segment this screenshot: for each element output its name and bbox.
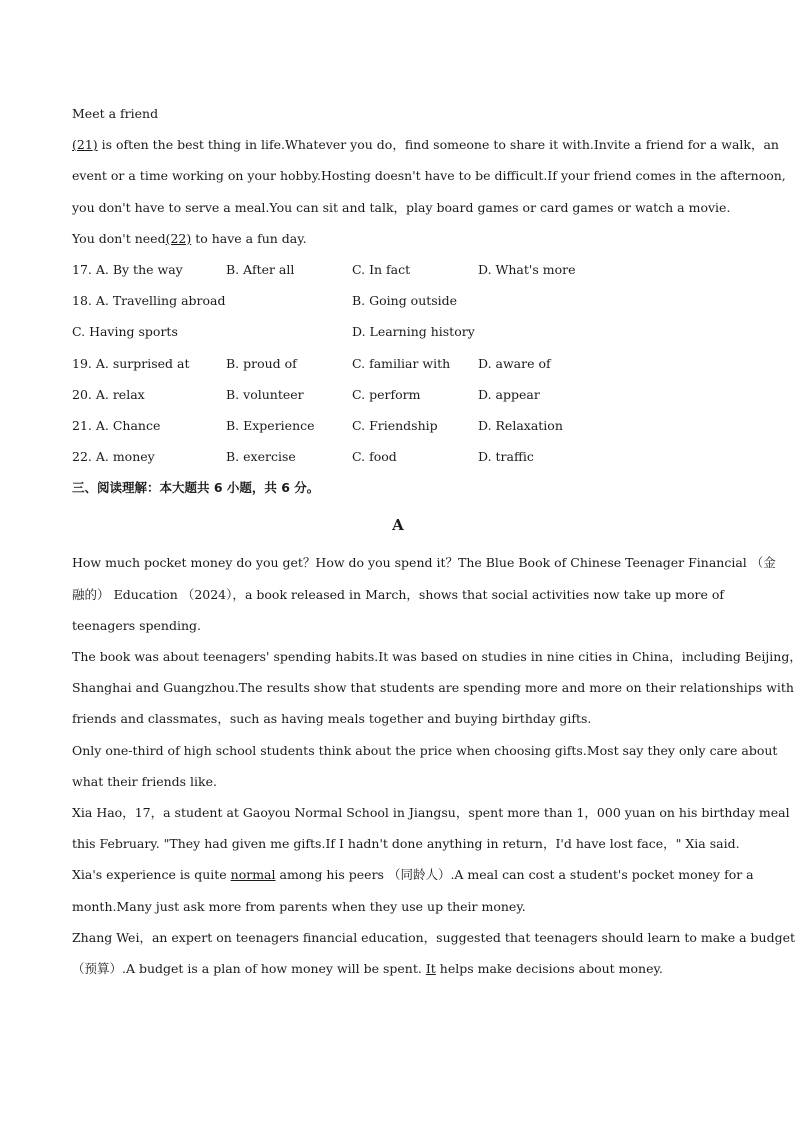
option: D. Learning history bbox=[352, 324, 475, 340]
reading-line: Xia Hao，17，a student at Gaoyou Normal School in Jiangsu，spent more than 1，000 yuan on his birthday meal bbox=[72, 804, 790, 820]
reading-line: Shanghai and Guangzhou.The results show that students are spending more and more on their relationships with bbox=[72, 680, 794, 696]
option: 20. A. relax bbox=[72, 386, 145, 402]
reading-line: what their friends like. bbox=[72, 773, 217, 789]
reading-line: The book was about teenagers' spending habits.It was based on studies in nine cities in China，including Beijing， bbox=[72, 649, 802, 664]
option: C. perform bbox=[352, 386, 421, 402]
reading-line: Only one-third of high school students think about the price when choosing gifts.Most say they only care about bbox=[72, 742, 778, 758]
reading-text: （预算）.A budget is a plan of how money will be spent. bbox=[72, 960, 426, 976]
question-row bbox=[72, 410, 724, 441]
reading-line: 融的） Education （2024），a book released in March，shows that social activities now take up more of bbox=[72, 586, 724, 602]
option: D. aware of bbox=[478, 355, 551, 371]
passage-line: you don't have to serve a meal.You can sit and talk，play board games or card games or watch a movie. bbox=[72, 199, 731, 215]
passage-text: to have a fun day. bbox=[191, 230, 307, 246]
reading-text: Xia's experience is quite bbox=[72, 867, 231, 883]
option: D. traffic bbox=[478, 449, 534, 465]
underlined-word: normal bbox=[230, 867, 276, 883]
reading-text: among his peers （同龄人）.A meal can cost a student's pocket money for a bbox=[275, 867, 754, 883]
option: B. Going outside bbox=[352, 293, 458, 309]
question-row bbox=[72, 348, 724, 379]
option: C. In fact bbox=[352, 261, 411, 277]
option: D. appear bbox=[478, 386, 540, 402]
passage-text: You don't need bbox=[72, 230, 166, 246]
reading-title: A bbox=[392, 516, 404, 535]
option: C. food bbox=[352, 449, 397, 465]
reading-line: Zhang Wei，an expert on teenagers financial education，suggested that teenagers should learn to make a budget bbox=[72, 929, 795, 945]
option: D. Relaxation bbox=[478, 417, 563, 433]
passage-line bbox=[72, 223, 724, 254]
option: B. proud of bbox=[226, 355, 297, 371]
option: 19. A. surprised at bbox=[72, 355, 190, 371]
underlined-word: It bbox=[425, 960, 436, 976]
reading-text: helps make decisions about money. bbox=[435, 960, 663, 976]
option: B. After all bbox=[226, 261, 295, 277]
option: D. What's more bbox=[478, 261, 576, 277]
blank-22: (22) bbox=[165, 230, 192, 246]
option: C. Friendship bbox=[352, 417, 438, 433]
passage-line bbox=[72, 129, 779, 160]
reading-line: friends and classmates，such as having meals together and buying birthday gifts. bbox=[72, 711, 592, 727]
reading-line bbox=[72, 859, 754, 890]
option: C. familiar with bbox=[352, 355, 451, 371]
option: B. exercise bbox=[226, 449, 296, 465]
question-row bbox=[72, 379, 724, 410]
option: C. Having sports bbox=[72, 324, 178, 340]
reading-line bbox=[72, 953, 724, 984]
option: B. volunteer bbox=[226, 386, 304, 402]
reading-line: this February. "They had given me gifts.If I hadn't done anything in return，I'd have lost face，" Xia said. bbox=[72, 836, 740, 852]
section-heading: 三、阅读理解：本大题共 6 小题，共 6 分。 bbox=[72, 480, 320, 496]
question-row bbox=[72, 285, 724, 316]
passage-title: Meet a friend bbox=[72, 106, 159, 121]
passage-line: event or a time working on your hobby.Hosting doesn't have to be difficult.If your friend comes in the afternoon, bbox=[72, 168, 786, 184]
option: 22. A. money bbox=[72, 449, 155, 465]
question-row bbox=[72, 441, 724, 472]
blank-21: (21) bbox=[72, 137, 98, 153]
reading-line: teenagers spending. bbox=[72, 617, 201, 633]
reading-line: month.Many just ask more from parents when they use up their money. bbox=[72, 898, 526, 914]
question-row bbox=[72, 254, 724, 285]
option: B. Experience bbox=[226, 417, 315, 433]
document-page bbox=[72, 98, 802, 984]
option: 18. A. Travelling abroad bbox=[72, 293, 226, 309]
passage-text: is often the best thing in life.Whatever you do，find someone to share it with.Invite a friend for a walk，an bbox=[97, 137, 779, 153]
option: 21. A. Chance bbox=[72, 417, 161, 433]
reading-line: How much pocket money do you get？How do you spend it？The Blue Book of Chinese Teenager Financial （金 bbox=[72, 555, 776, 571]
question-row bbox=[72, 316, 724, 347]
option: 17. A. By the way bbox=[72, 261, 183, 277]
